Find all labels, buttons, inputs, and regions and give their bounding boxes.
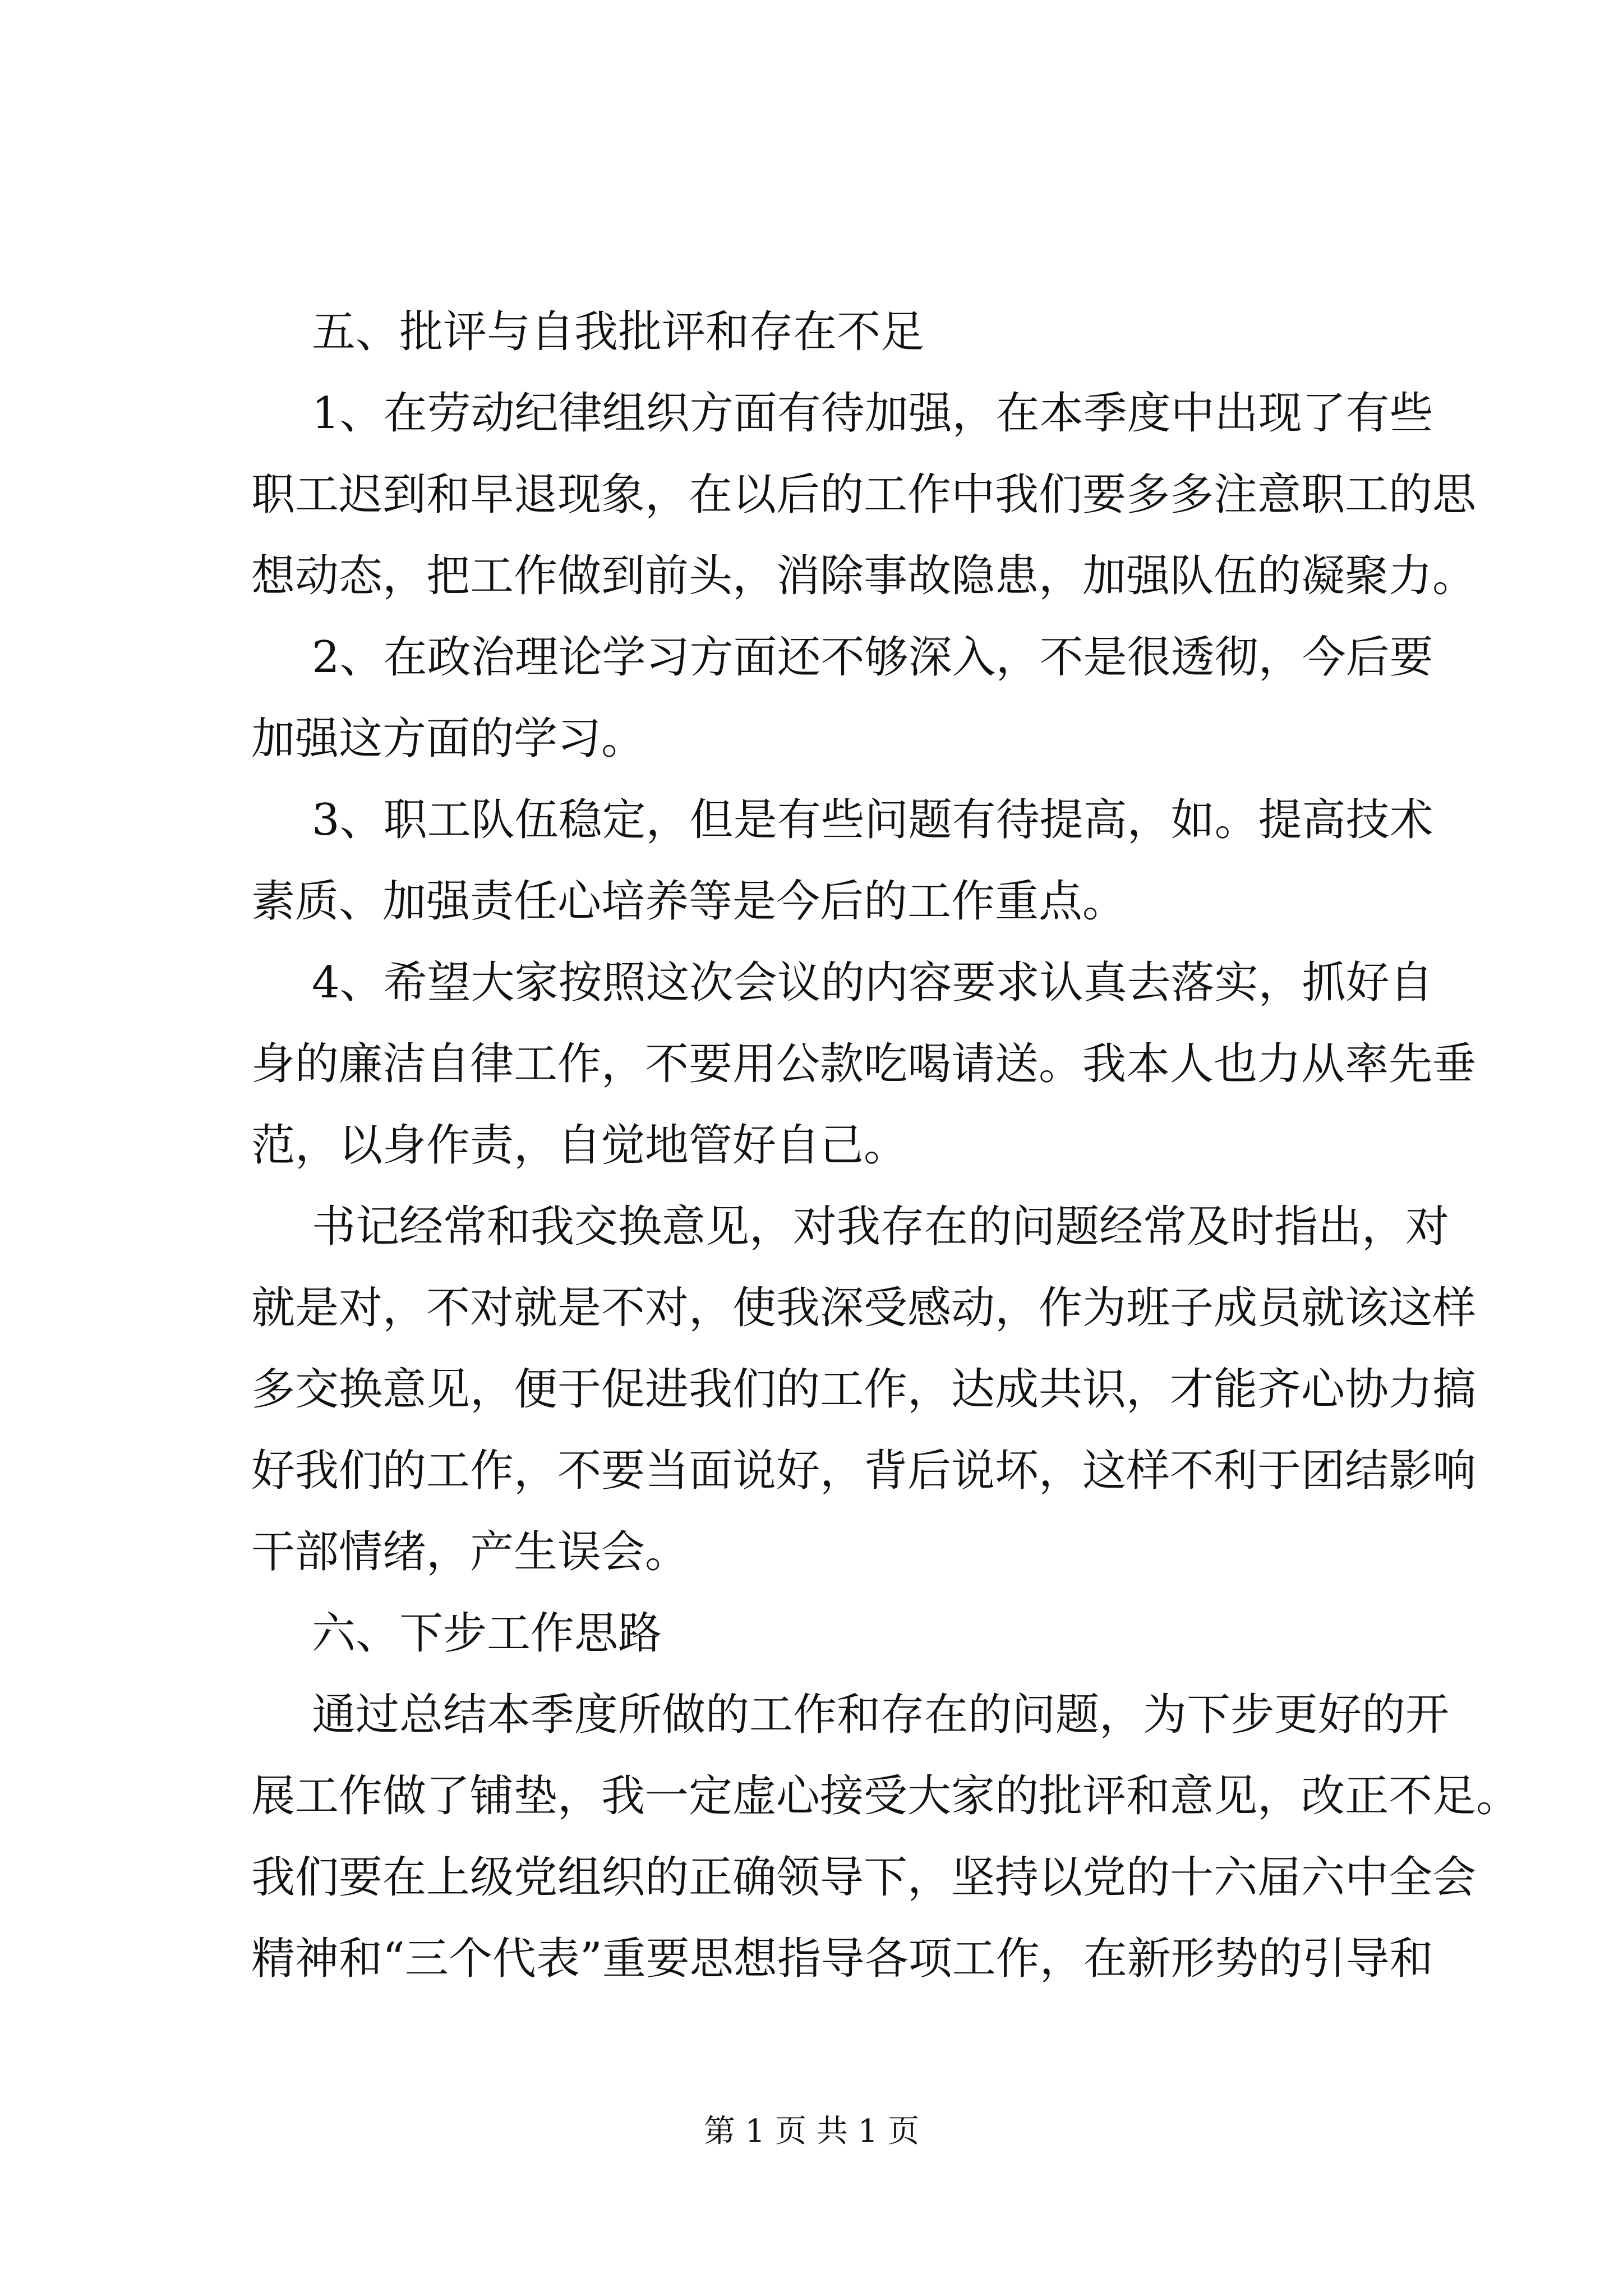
text-line: 干部情绪，产生误会。: [251, 1527, 689, 1577]
document-body: [251, 292, 1520, 2000]
text-line: 精神和“三个代表”重要思想指导各项工作，在新形势的引导和: [251, 1934, 1433, 1984]
text-block: [251, 292, 1520, 2000]
page-footer: [0, 2112, 1623, 2151]
text-line: 4、希望大家按照这次会议的内容要求认真去落实，抓好自: [312, 958, 1433, 1008]
text-line: 想动态，把工作做到前头，消除事故隐患，加强队伍的凝聚力。: [251, 551, 1477, 601]
heading-criticism: 五、批评与自我批评和存在不足: [312, 307, 925, 357]
text-line: 好我们的工作，不要当面说好，背后说坏，这样不利于团结影响: [251, 1446, 1477, 1496]
text-line: 加强这方面的学习。: [251, 714, 645, 764]
text-line: 身的廉洁自律工作，不要用公款吃喝请送。我本人也力从率先垂: [251, 1039, 1477, 1089]
text-line: 1、在劳动纪律组织方面有待加强，在本季度中出现了有些: [312, 388, 1433, 439]
text-line: 3、职工队伍稳定，但是有些问题有待提高，如。提高技术: [312, 795, 1433, 845]
text-line: 就是对，不对就是不对，使我深受感动，作为班子成员就该这样: [251, 1283, 1477, 1333]
text-line: 职工迟到和早退现象，在以后的工作中我们要多多注意职工的思: [251, 470, 1477, 520]
text-line: 展工作做了铺垫，我一定虚心接受大家的批评和意见，改正不足。: [251, 1771, 1520, 1821]
page-number: 第 1 页 共 1 页: [703, 2113, 920, 2150]
text-line: 2、在政治理论学习方面还不够深入，不是很透彻，今后要: [312, 632, 1433, 683]
text-line: 我们要在上级党组织的正确领导下，坚持以党的十六届六中全会: [251, 1852, 1477, 1903]
text-line: 通过总结本季度所做的工作和存在的问题，为下步更好的开: [312, 1690, 1450, 1740]
text-line: 多交换意见，便于促进我们的工作，达成共识，才能齐心协力搞: [251, 1364, 1477, 1415]
text-line: 范，以身作责，自觉地管好自己。: [251, 1120, 908, 1171]
heading-next-steps: 六、下步工作思路: [312, 1608, 662, 1659]
text-line: 素质、加强责任心培养等是今后的工作重点。: [251, 876, 1127, 927]
text-line: 书记经常和我交换意见，对我存在的问题经常及时指出，对: [312, 1202, 1450, 1252]
